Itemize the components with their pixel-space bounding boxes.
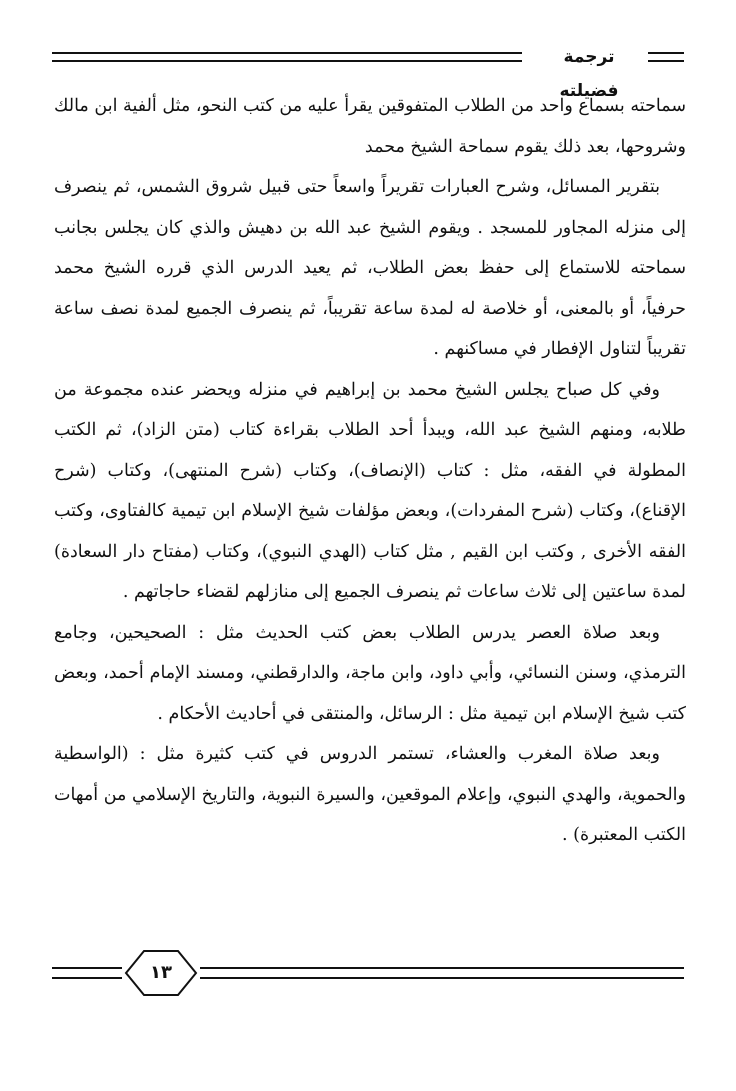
paragraph-3: وفي كل صباح يجلس الشيخ محمد بن إبراهيم في منزله ويحضر عنده مجموعة من طلابه، ومنهم الشيخ عبد الله، ويبدأ أحد الطلاب بقراءة كتاب (متن الزاد)، ثم الكتب المطولة في الفقه، مثل : كتاب (الإنصاف)، وكتاب (شرح المنتهى)، وكتاب (شرح الإقناع)، وكتاب (شرح المفردات)، وبعض مؤلفات شيخ الإسلام ابن تيمية كالفتاوى، وكتب الفقه الأخرى , وكتب ابن القيم , مثل كتاب (الهدي النبوي)، وكتاب (مفتاح دار السعادة) لمدة ساعتين إلى ثلاث ساعات ثم ينصرف الجميع إلى منازلهم لقضاء حاجاتهم .	[54, 379, 686, 602]
header-rule-right	[648, 52, 684, 62]
running-header	[52, 40, 684, 101]
running-header-title: ترجمة فضيلته	[559, 47, 619, 101]
paragraph-1: سماحته بسماع واحد من الطلاب المتفوقين يقرأ عليه من كتب النحو، مثل ألفية ابن مالك وشروحها، بعد ذلك يقوم سماحة الشيخ محمد	[54, 96, 686, 157]
paragraph-4: وبعد صلاة العصر يدرس الطلاب بعض كتب الحديث مثل : الصحيحين، وجامع الترمذي، وسنن النسائي، وأبي داود، وابن ماجة، والدارقطني، ومسند الإمام أحمد، وبعض كتب شيخ الإسلام ابن تيمية مثل : الرسائل، والمنتقى في أحاديث الأحكام .	[54, 622, 686, 724]
page-number-badge	[122, 948, 200, 998]
page-number: ١٣	[150, 962, 172, 983]
paragraph-5: وبعد صلاة المغرب والعشاء، تستمر الدروس في كتب كثيرة مثل : (الواسطية والحموية، والهدي النبوي، وإعلام الموقعين، والسيرة النبوية، والتاريخ الإسلامي من أمهات الكتب المعتبرة) .	[54, 744, 686, 845]
header-rule-left	[52, 52, 522, 62]
paragraph-2: بتقرير المسائل، وشرح العبارات تقريراً واسعاً حتى قبيل شروق الشمس، ثم ينصرف إلى منزله المجاور للمسجد . ويقوم الشيخ عبد الله بن دهيش والذي كان يجلس بجانب سماحته للاستماع إلى حفظ بعض الطلاب، ثم يعيد الدرس الذي قرره الشيخ محمد حرفياً، أو بالمعنى، أو خلاصة له لمدة ساعة تقريباً، ثم ينصرف الجميع لمدة نصف ساعة تقريباً لتناول الإفطار في مساكنهم .	[54, 177, 686, 359]
body-text	[54, 86, 686, 966]
page-footer	[52, 948, 684, 998]
